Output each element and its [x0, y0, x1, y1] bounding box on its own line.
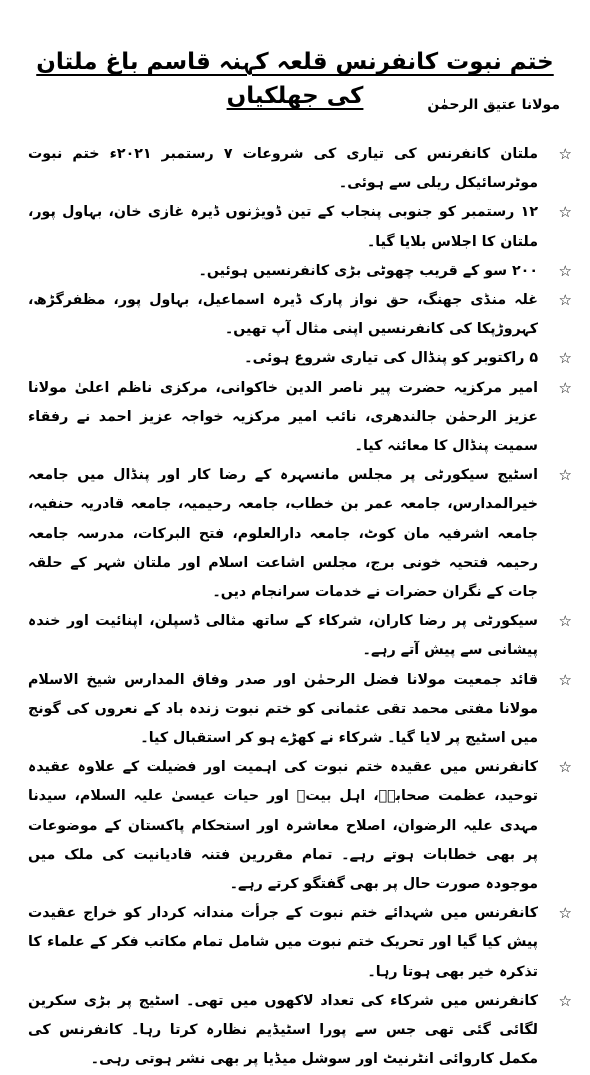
star-bullet-icon: ☆ — [558, 291, 572, 310]
list-item-text: ۱۲ رستمبر کو جنوبی پنجاب کے تین ڈویژنوں ڈیرہ غازی خان، بہاول پور، ملتان کا اجلاس بلایا گیا۔ — [28, 204, 538, 250]
star-bullet-icon: ☆ — [558, 261, 572, 280]
list-item-text: غلہ منڈی جھنگ، حق نواز پارک ڈیرہ اسماعیل، بہاول پور، مظفرگڑھ، کہروڑپکا کی کانفرنسیں اپنی مثال آپ تھیں۔ — [28, 292, 538, 338]
star-bullet-icon: ☆ — [558, 670, 572, 689]
list-item-text: کانفرنس میں عقیدہ ختم نبوت کی اہمیت اور فضیلت کے علاوہ عقیدہ توحید، عظمت صحابہؓ، اہل بیتؓ اور حیات عیسیٰ علیہ السلام، سیدنا مہدی علیہ الرضوان، اصلاح معاشرہ اور استحکام پاکستان کے موضوعات پر بھی خطابات ہوتے رہے۔ تمام مقررین فتنہ قادیانیت کی ملک میں موجودہ صورت حال پر بھی گفتگو کرتے رہے۔ — [28, 759, 538, 893]
star-bullet-icon: ☆ — [558, 203, 572, 222]
list-item — [28, 198, 572, 256]
star-bullet-icon: ☆ — [558, 145, 572, 163]
list-item-text: امیر مرکزیہ حضرت پیر ناصر الدین خاکوانی، مرکزی ناظم اعلیٰ مولانا عزیز الرحمٰن جالندھری، نائب امیر مرکزیہ خواجہ عزیز احمد نے رفقاء سمیت پنڈال کا معائنہ کیا۔ — [28, 379, 538, 455]
list-item-text: ۲۰۰ سو کے قریب چھوٹی بڑی کانفرنسیں ہوئیں۔ — [198, 262, 538, 279]
highlights-list — [28, 140, 572, 1075]
star-bullet-icon: ☆ — [558, 758, 572, 777]
list-item-text: قائد جمعیت مولانا فضل الرحمٰن اور صدر وفاق المدارس شیخ الاسلام مولانا مفتی محمد تقی عثمانی کو ختم نبوت زندہ باد کے نعروں کی گونج میں اسٹیج پر لایا گیا۔ شرکاء نے کھڑے ہو کر استقبال کیا۔ — [28, 671, 538, 747]
star-bullet-icon: ☆ — [558, 349, 572, 368]
list-item-text: سیکورٹی پر رضا کاران، شرکاء کے ساتھ مثالی ڈسپلن، اپنائیت اور خندہ پیشانی سے پیش آتے رہے۔ — [28, 613, 538, 659]
star-bullet-icon: ☆ — [558, 466, 572, 485]
star-bullet-icon: ☆ — [558, 378, 572, 397]
list-item-text: ملتان کانفرنس کی تیاری کی شروعات ۷ رستمبر ۲۰۲۱ء ختم نبوت موٹرسائیکل ریلی سے ہوئی۔ — [28, 146, 539, 192]
list-item — [28, 607, 572, 665]
list-item — [28, 753, 572, 899]
list-item-text: کانفرنس میں شہدائے ختم نبوت کے جرأت مندانہ کردار کو خراج عقیدت پیش کیا گیا اور تحریک ختم نبوت میں شامل تمام مکاتب فکر کے علماء کا تذکرہ خیر بھی ہوتا رہا۔ — [28, 905, 538, 980]
list-item — [28, 286, 572, 344]
list-item — [28, 374, 572, 462]
list-item — [28, 461, 572, 607]
list-item — [28, 140, 572, 198]
star-bullet-icon: ☆ — [558, 991, 572, 1010]
list-item — [28, 666, 572, 754]
star-bullet-icon: ☆ — [558, 612, 572, 631]
list-item-text: کانفرنس میں شرکاء کی تعداد لاکھوں میں تھی۔ اسٹیج پر بڑی سکرین لگائی گئی تھی جس سے پورا اسٹیڈیم نظارہ کرتا رہا۔ کانفرنس کی مکمل کاروائی انٹرنیٹ اور سوشل میڈیا پر بھی نشر ہوتی رہی۔ — [28, 992, 538, 1068]
star-bullet-icon: ☆ — [558, 904, 572, 923]
list-item — [28, 899, 572, 987]
list-item-text: ۵ راکتوبر کو پنڈال کی تیاری شروع ہوئی۔ — [244, 350, 538, 367]
list-item — [28, 257, 572, 286]
list-item-text: اسٹیج سیکورٹی پر مجلس مانسہرہ کے رضا کار اور پنڈال میں جامعہ خیرالمدارس، جامعہ عمر بن خطاب، جامعہ رحیمیہ، جامعہ قادریہ حنفیہ، جامعہ اشرفیہ مان کوٹ، جامعہ دارالعلوم، فتح البرکات، مدرسہ جامعہ رحیمہ فتحیہ خونی برج، مجلس اشاعت اسلام اور ملتان شہر کے حلقہ جات کے نگران حضرات نے خدمات سرانجام دیں۔ — [28, 467, 538, 601]
list-item — [28, 987, 572, 1075]
list-item — [28, 344, 572, 373]
author-name: مولانا عتیق الرحمٰن — [427, 97, 560, 113]
article-title: ختم نبوت کانفرنس قلعہ کہنہ قاسم باغ ملتان کی جھلکیاں — [36, 49, 554, 110]
